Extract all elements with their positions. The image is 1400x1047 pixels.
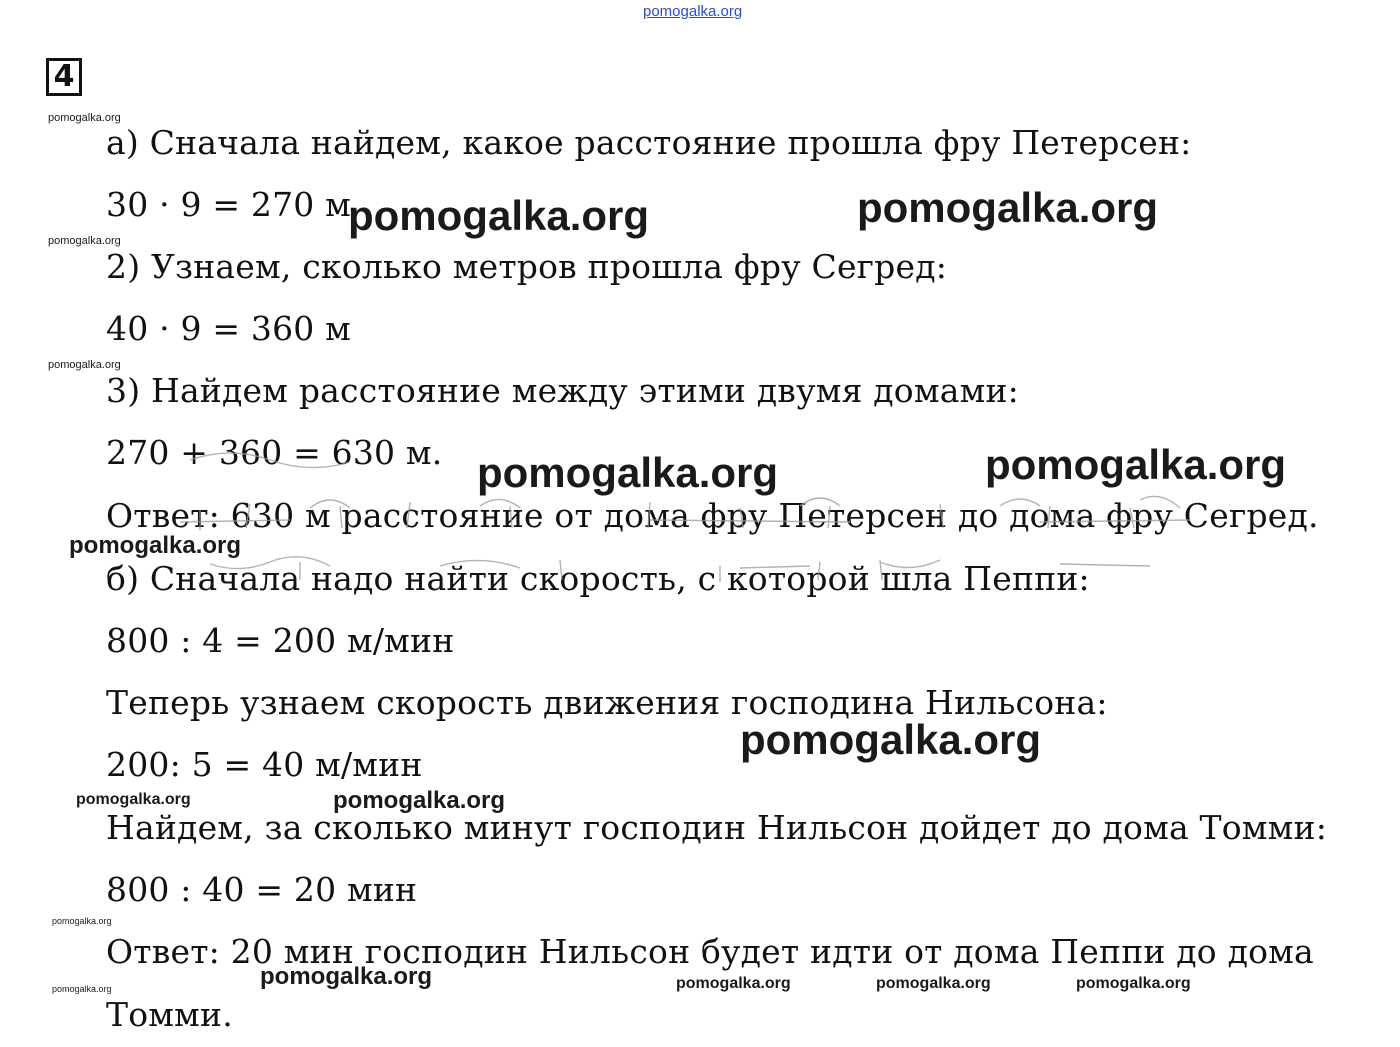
solution-line-9: 800 : 4 = 200 м/мин xyxy=(106,621,455,660)
watermark: pomogalka.org xyxy=(1076,975,1191,992)
solution-line-2: 30 · 9 = 270 м xyxy=(106,185,352,224)
watermark: pomogalka.org xyxy=(52,916,112,926)
solution-line-5: 3) Найдем расстояние между этими двумя домами: xyxy=(106,371,1019,410)
watermark: pomogalka.org xyxy=(876,975,991,992)
watermark: pomogalka.org xyxy=(676,975,791,992)
solution-line-1: а) Сначала найдем, какое расстояние прошла фру Петерсен: xyxy=(106,123,1192,162)
solution-line-15: Томми. xyxy=(106,995,233,1034)
watermark: pomogalka.org xyxy=(76,791,191,808)
header-watermark-link[interactable]: pomogalka.org xyxy=(643,3,743,20)
task-number-box: 4 xyxy=(46,58,82,96)
watermark: pomogalka.org xyxy=(260,963,433,990)
solution-line-13: 800 : 40 = 20 мин xyxy=(106,870,418,909)
solution-line-7: Ответ: 630 м расстояние от дома фру Петерсен до дома фру Сегред. xyxy=(106,496,1319,535)
watermark: pomogalka.org xyxy=(69,532,242,559)
solution-line-11: 200: 5 = 40 м/мин xyxy=(106,745,423,784)
solution-line-10: Теперь узнаем скорость движения господина Нильсона: xyxy=(106,683,1108,722)
watermark: pomogalka.org xyxy=(477,449,779,496)
solution-line-14: Ответ: 20 мин господин Нильсон будет идти от дома Пеппи до дома xyxy=(106,932,1314,971)
watermark: pomogalka.org xyxy=(985,441,1287,488)
watermark: pomogalka.org xyxy=(348,192,650,239)
solution-line-4: 40 · 9 = 360 м xyxy=(106,309,352,348)
watermark: pomogalka.org xyxy=(740,716,1042,763)
solution-line-12: Найдем, за сколько минут господин Нильсон дойдет до дома Томми: xyxy=(106,808,1328,847)
watermark: pomogalka.org xyxy=(48,112,121,124)
watermark: pomogalka.org xyxy=(52,984,112,994)
watermark: pomogalka.org xyxy=(857,184,1159,231)
watermark: pomogalka.org xyxy=(48,235,121,247)
solution-line-6: 270 + 360 = 630 м. xyxy=(106,433,443,472)
watermark: pomogalka.org xyxy=(48,359,121,371)
solution-line-3: 2) Узнаем, сколько метров прошла фру Сегред: xyxy=(106,247,948,286)
solution-line-8: б) Сначала надо найти скорость, с которой шла Пеппи: xyxy=(106,559,1090,598)
watermark: pomogalka.org xyxy=(333,787,506,814)
